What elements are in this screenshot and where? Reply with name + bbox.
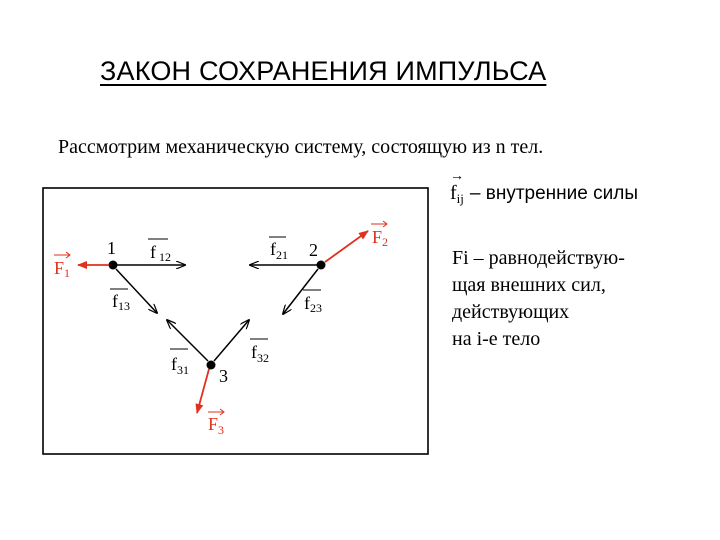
label-f31 [170,349,189,377]
label-f31-base: f [171,354,177,374]
label-f13 [110,289,130,313]
force-diagram [40,186,432,458]
label-F2-base: F [372,227,383,247]
force-F3-arrow [197,369,209,413]
label-F2-sub: 2 [382,235,388,249]
label-f21-sub: 21 [276,248,288,262]
label-F3-base: F [208,414,219,434]
intro-text: Рассмотрим механическую систему, состоящую из n тел. [58,136,544,158]
label-f13-base: f [112,291,118,311]
label-f31-sub: 31 [177,363,189,377]
force-F2-arrow [325,231,368,262]
label-f23-sub: 23 [310,301,322,315]
body-1-point [109,261,118,270]
legend-external-forces [452,245,702,353]
label-f23 [303,290,322,315]
label-F3-sub: 3 [218,423,224,437]
legend-internal-forces [450,169,638,207]
label-f13-sub: 13 [118,299,130,313]
label-f23-base: f [304,293,310,313]
label-F1 [54,252,70,280]
label-f12-base: f [150,242,156,262]
label-F3 [208,409,224,437]
legend-external-line: щая внешних сил, [452,274,606,296]
body-2-point [317,261,326,270]
diagram-frame [43,188,428,454]
body-1-label: 1 [107,238,116,258]
label-f21 [269,237,288,262]
legend-external-line: Fi – равнодействую- [452,247,625,269]
legend-internal-base: f [450,182,457,204]
slide-title: ЗАКОН СОХРАНЕНИЯ ИМПУЛЬСА [100,56,547,86]
body-2-label: 2 [309,240,318,260]
label-f32-base: f [251,342,257,362]
vector-arrow-icon: → [450,169,464,184]
label-f21-base: f [270,239,276,259]
legend-internal-sub: ij [456,191,464,206]
label-f32 [250,339,269,365]
body-3-point [207,361,216,370]
label-F1-sub: 1 [64,266,70,280]
legend-external-line: на i-е тело [452,328,541,350]
label-f12-sub: 12 [159,250,171,264]
legend-internal-text: – внутренние силы [469,183,638,204]
force-f32-arrow [214,320,249,361]
label-F2 [371,221,388,249]
label-F1-base: F [54,258,65,278]
label-f12 [148,239,171,264]
force-diagram-svg [40,186,432,458]
label-f32-sub: 32 [257,351,269,365]
body-3-label: 3 [219,366,228,386]
legend-external-line: действующих [452,301,570,323]
